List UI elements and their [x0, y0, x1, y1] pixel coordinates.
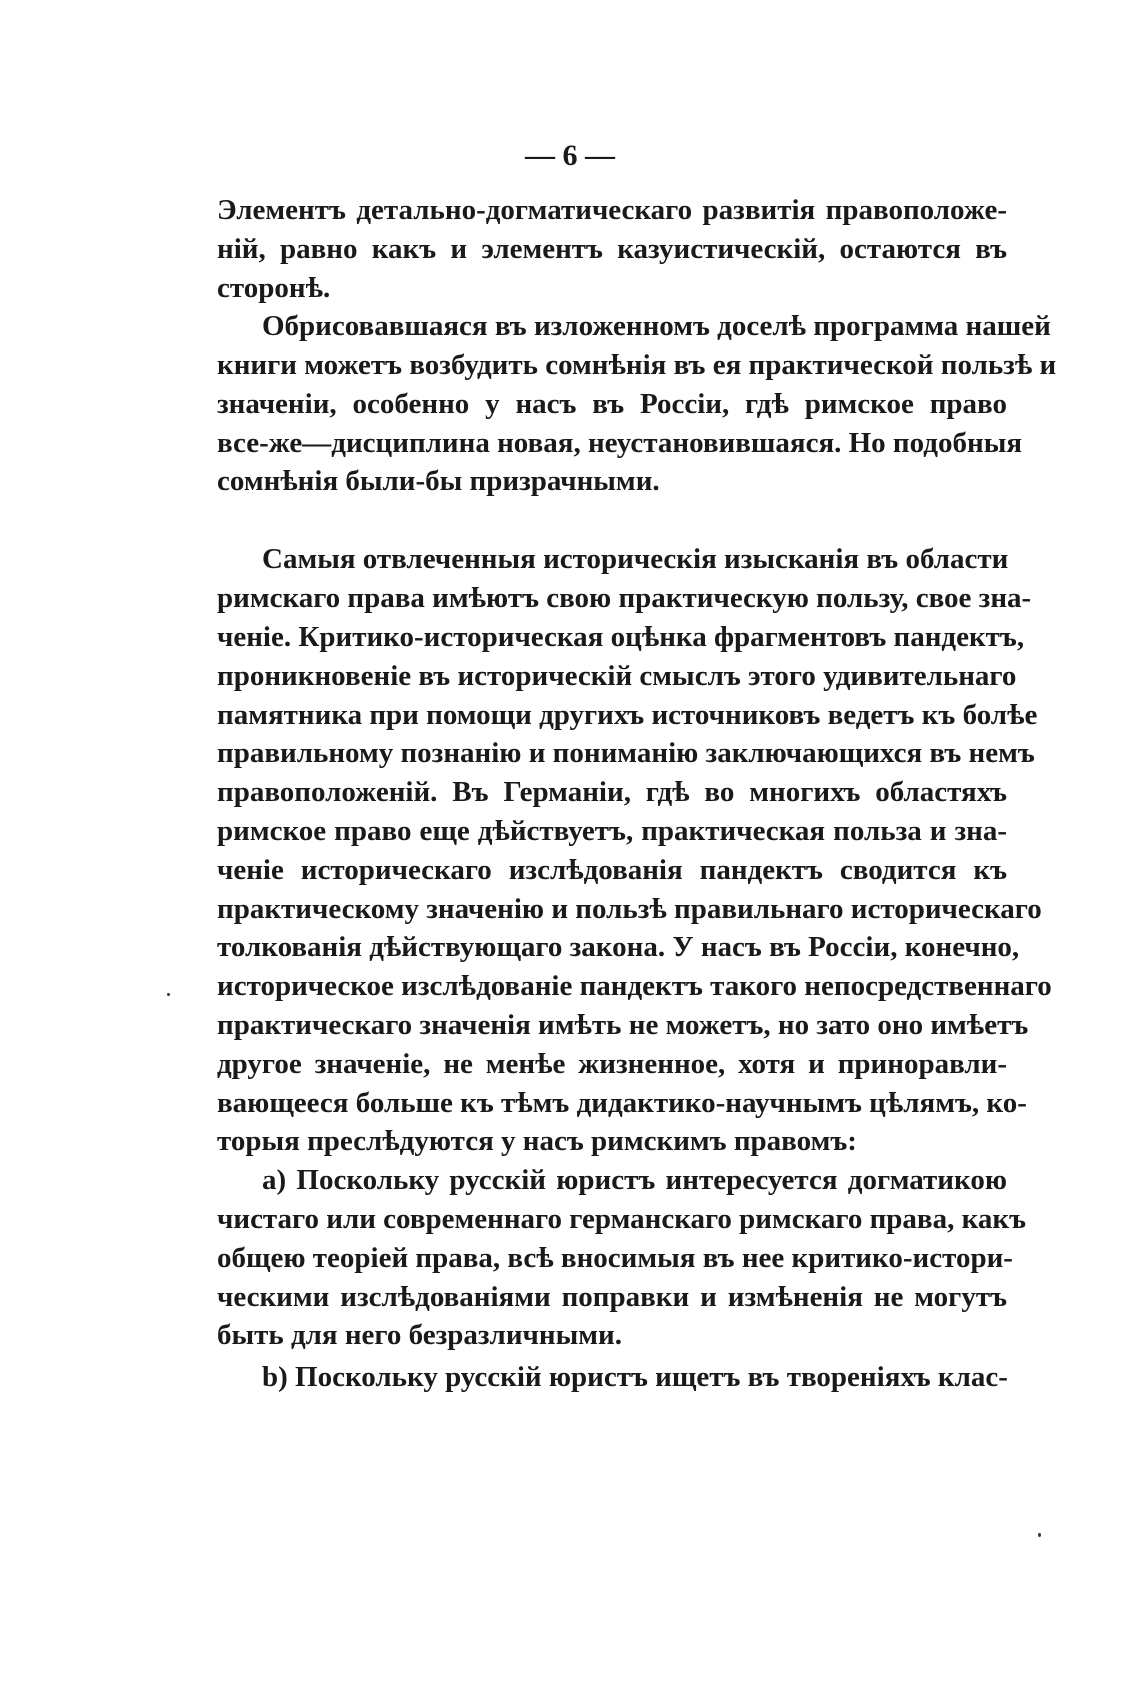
- text-line: сомнѣнія были-бы призрачными.: [217, 465, 660, 497]
- text-line: практическаго значенія имѣть не можетъ, но зато оно имѣетъ: [217, 1009, 1029, 1041]
- text-line: римское право еще дѣйствуетъ, практическая польза и зна-: [217, 815, 1007, 847]
- text-line: сторонѣ.: [217, 272, 331, 304]
- text-line: ческими изслѣдованіями поправки и измѣненія не могутъ: [217, 1281, 1007, 1313]
- text-line: книги можетъ возбудить сомнѣнія въ ея практической пользѣ и: [217, 349, 1057, 381]
- text-line: проникновеніе въ историческій смыслъ этого удивительнаго: [217, 660, 1017, 692]
- text-line: другое значеніе, не менѣе жизненное, хотя и приноравли-: [217, 1048, 1007, 1080]
- text-line: римскаго права имѣютъ свою практическую пользу, свое зна-: [217, 582, 1032, 614]
- text-line: b) Поскольку русскій юристъ ищетъ въ твореніяхъ клас-: [262, 1361, 1008, 1393]
- text-line: торыя преслѣдуются у насъ римскимъ правомъ:: [217, 1125, 857, 1157]
- text-line: быть для него безразличными.: [217, 1319, 622, 1351]
- print-speck: [167, 993, 170, 996]
- text-line: общею теоріей права, всѣ вносимыя въ нее критико-истори-: [217, 1242, 1013, 1274]
- text-line: ченіе историческаго изслѣдованія пандектъ сводится къ: [217, 854, 1007, 886]
- text-line: ній, равно какъ и элементъ казуистическій, остаются въ: [217, 233, 1007, 265]
- text-line: практическому значенію и пользѣ правильнаго историческаго: [217, 893, 1042, 925]
- text-line: правоположеній. Въ Германіи, гдѣ во многихъ областяхъ: [217, 776, 1007, 808]
- text-line: историческое изслѣдованіе пандектъ такого непосредственнаго: [217, 970, 1052, 1002]
- text-line: чистаго или современнаго германскаго римскаго права, какъ: [217, 1203, 1026, 1235]
- text-line: Самыя отвлеченныя историческія изысканія въ области: [262, 543, 1009, 575]
- print-speck: [1038, 1533, 1041, 1537]
- text-line: a) Поскольку русскій юристъ интересуется догматикою: [262, 1164, 1007, 1196]
- text-line: памятника при помощи другихъ источниковъ ведетъ къ болѣе: [217, 699, 1038, 731]
- text-line: все-же—дисциплина новая, неустановившаяся. Но подобныя: [217, 427, 1023, 459]
- text-line: Обрисовавшаяся въ изложенномъ доселѣ программа нашей: [262, 310, 1051, 342]
- text-line: правильному познанію и пониманію заключающихся въ немъ: [217, 737, 1035, 769]
- text-line: толкованія дѣйствующаго закона. У насъ въ Россіи, конечно,: [217, 931, 1020, 963]
- text-line: Элементъ детально-догматическаго развитія правоположе-: [217, 194, 1007, 226]
- text-line: значеніи, особенно у насъ въ Россіи, гдѣ римское право: [217, 388, 1007, 420]
- text-line: вающееся больше къ тѣмъ дидактико-научнымъ цѣлямъ, ко-: [217, 1087, 1027, 1119]
- text-line: ченіе. Критико-историческая оцѣнка фрагментовъ пандектъ,: [217, 621, 1025, 653]
- page-number: — 6 —: [525, 139, 615, 172]
